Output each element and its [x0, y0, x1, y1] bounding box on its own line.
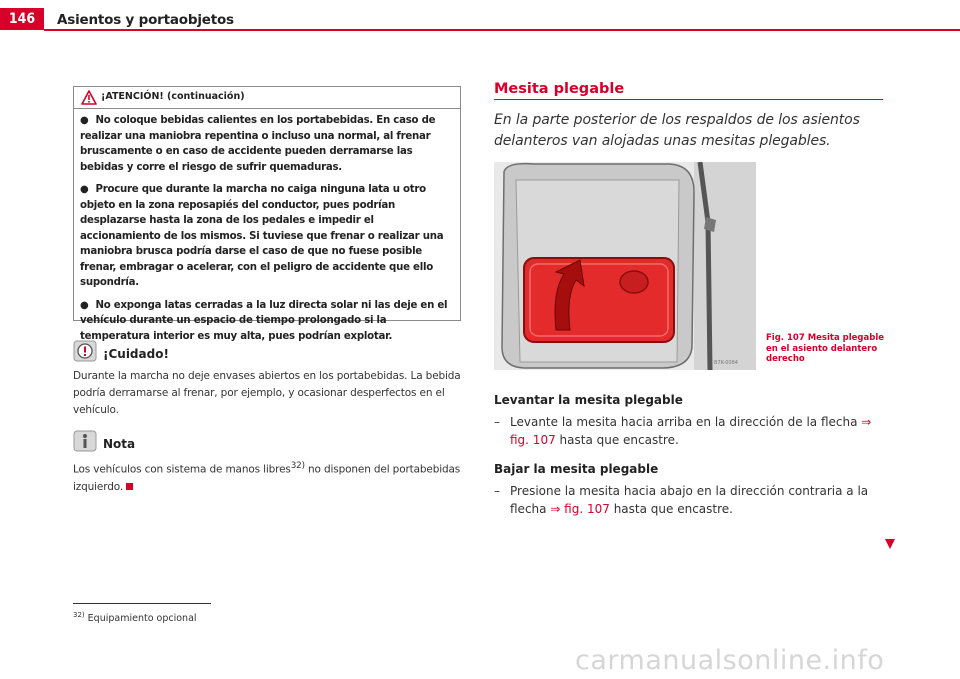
footnote-divider [73, 603, 211, 604]
page-number: 146 [0, 8, 44, 30]
bullet-icon: ● [80, 115, 89, 126]
watermark: carmanualsonline.info [575, 645, 885, 676]
step-dash: – [494, 415, 500, 429]
figure-link[interactable]: ⇒ fig. 107 [550, 501, 610, 516]
figure-code: B7K-0084 [714, 360, 738, 366]
caution-section [73, 340, 463, 419]
warning-item [80, 298, 454, 345]
page-header [0, 0, 960, 30]
warning-item [80, 113, 454, 175]
bullet-icon: ● [80, 299, 89, 311]
note-header [73, 430, 463, 452]
raise-subtitle: Levantar la mesita plegable [494, 393, 683, 407]
note-text: Los vehículos con sistema de manos libres$^{32)}$ no disponen del portabebidas izquierdo. [73, 461, 461, 493]
bullet-icon: ● [80, 184, 89, 195]
section-title: Mesita plegable [494, 81, 625, 97]
note-title: Nota [103, 437, 136, 451]
footnote-number: 32) [73, 611, 85, 619]
warning-box [73, 86, 461, 342]
caution-icon [73, 340, 97, 362]
warning-title: ¡ATENCIÓN! (continuación) [101, 91, 245, 102]
warning-list [74, 109, 460, 344]
info-icon [73, 430, 97, 452]
caution-text: Durante la marcha no deje envases abiertos en los portabebidas. La bebida podría derramarse al frenar, por ejemplo, y ocasionar desperfectos en el vehículo. [73, 370, 461, 416]
next-page-arrow-icon[interactable] [884, 538, 896, 550]
lower-subtitle: Bajar la mesita plegable [494, 462, 659, 476]
warning-item [80, 182, 454, 291]
end-mark-icon [126, 483, 133, 490]
warning-triangle-icon [81, 90, 97, 105]
section-title-underline [494, 99, 883, 100]
header-divider [44, 29, 960, 31]
figure-caption: Fig. 107 Mesita plegable en el asiento delantero derecho [766, 333, 884, 364]
note-section [73, 430, 463, 496]
warning-header [74, 87, 460, 109]
raise-step: – Levante la mesita hacia arriba en la dirección de la flecha ⇒ fig. 107 hasta que encastre. [494, 415, 872, 447]
caution-header [73, 340, 463, 362]
footnote-ref[interactable]: 32) [290, 461, 305, 471]
warning-item-text: No coloque bebidas calientes en los portabebidas. En caso de realizar una maniobra repentina o incluso una normal, al frenar bruscamente o en caso de accidente pueden derramarse las bebidas y corre el riesgo de sufrir quemaduras. [80, 115, 436, 173]
section-intro: En la parte posterior de los respaldos de los asientos delanteros van alojadas unas mesitas plegables. [494, 112, 860, 149]
lower-step: – Presione la mesita hacia abajo en la dirección contraria a la flecha ⇒ fig. 107 hasta que encastre. [494, 484, 869, 516]
chapter-title: Asientos y portaobjetos [57, 12, 234, 28]
caution-title: ¡Cuidado! [103, 347, 169, 361]
warning-item-text: Procure que durante la marcha no caiga ninguna lata u otro objeto en la zona reposapiés del conductor, pues podrían desplazarse hasta la zona de los pedales e impedir el accionamiento de los mismos. Si tuviese que frenar o realizar una maniobra brusca podría darse el caso de que no fuese posible frenar, embragar o acelerar, con el peligro de accidente que ello supondría. [80, 184, 444, 288]
footnote-text: Equipamiento opcional [87, 613, 197, 625]
step-dash: – [494, 484, 500, 498]
footnote [73, 611, 197, 624]
figure-link[interactable]: ⇒ fig. 107 [510, 415, 872, 447]
warning-item-text: No exponga latas cerradas a la luz directa solar ni las deje en el vehículo durante un espacio de tiempo prolongado si la temperatura interior es muy alta, pues podrían explotar. [80, 299, 448, 342]
folding-table-figure [494, 162, 756, 370]
